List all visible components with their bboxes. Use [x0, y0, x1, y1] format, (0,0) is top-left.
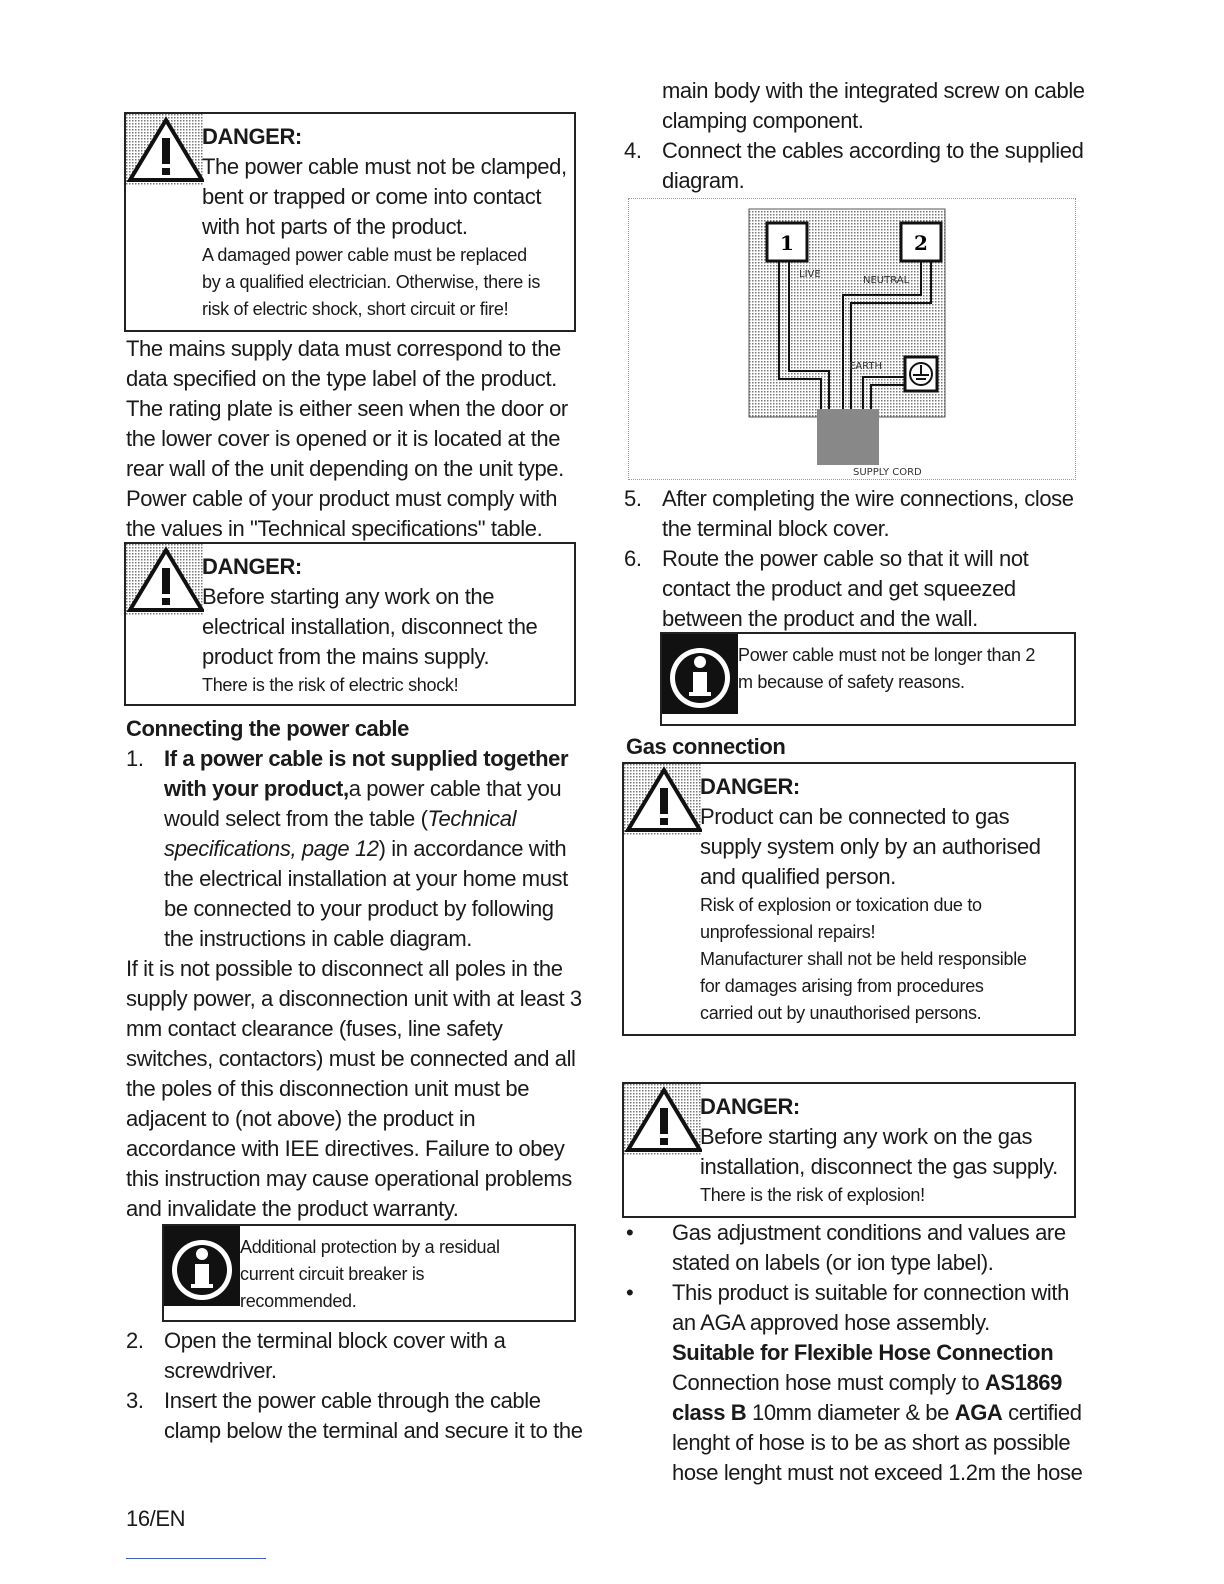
paragraph-line: switches, contactors) must be connected and all: [126, 1046, 576, 1071]
steps-2-3: [126, 1326, 588, 1446]
step-number: 3.: [126, 1388, 144, 1413]
paragraph-line: rear wall of the unit depending on the unit type.: [126, 456, 564, 481]
step-line: clamp below the terminal and secure it to the: [164, 1418, 583, 1443]
step-number: 2.: [126, 1328, 144, 1353]
paragraph-line: Power cable of your product must comply with: [126, 486, 558, 511]
danger-box-power-cable: [124, 112, 576, 332]
connecting-power-cable-section: [126, 714, 588, 1224]
gas-connection-heading: Gas connection: [626, 734, 786, 759]
supply-cord-block: [817, 409, 879, 465]
info-box-cable-length: [660, 632, 1076, 726]
danger-text-line: bent or trapped or come into contact: [202, 184, 542, 209]
warning-triangle-icon: [126, 114, 204, 186]
hose-line: [672, 1398, 1086, 1428]
step-line: [164, 804, 588, 834]
step-text: would select from the table (: [164, 806, 428, 831]
paragraph-line: supply power, a disconnection unit with at least 3: [126, 986, 582, 1011]
danger-text-line: The power cable must not be clamped,: [202, 154, 567, 179]
danger-box-gas-authorised: [622, 762, 1076, 1036]
danger-text-line: Product can be connected to gas: [700, 804, 1010, 829]
danger-small-line: There is the risk of explosion!: [700, 1185, 925, 1205]
gas-bullets: [624, 1218, 1086, 1488]
danger-small-line: carried out by unauthorised persons.: [700, 1003, 982, 1023]
paragraph-line: If it is not possible to disconnect all poles in the: [126, 956, 563, 981]
step-line: Route the power cable so that it will not: [662, 546, 1029, 571]
danger-small-line: unprofessional repairs!: [700, 922, 876, 942]
page-number: 16/EN: [126, 1506, 186, 1531]
step-item: [126, 744, 588, 954]
wiring-diagram: [628, 198, 1076, 480]
step-number: 5.: [624, 486, 642, 511]
info-line: current circuit breaker is: [240, 1264, 425, 1284]
hose-bold-text: AGA: [954, 1400, 1003, 1425]
bullet-item: [624, 1278, 1086, 1488]
danger-text-line: product from the mains supply.: [202, 644, 490, 669]
warning-triangle-icon: [624, 764, 702, 836]
hose-bold-text: class B: [672, 1400, 747, 1425]
step-line: the instructions in cable diagram.: [164, 926, 473, 951]
danger-text-line: electrical installation, disconnect the: [202, 614, 538, 639]
step-bold-text: with your product,: [164, 776, 349, 801]
step-italic-text: specifications, page 12: [164, 836, 379, 861]
bullet-item: [624, 1218, 1086, 1278]
danger-small-line: A damaged power cable must be replaced: [202, 245, 527, 265]
step-item: [126, 1326, 588, 1386]
step-bold-line: If a power cable is not supplied together: [164, 746, 569, 771]
step-line: [164, 834, 588, 864]
bullet-marker: •: [626, 1220, 634, 1245]
steps-5-6: [624, 484, 1086, 634]
danger-small-line: risk of electric shock, short circuit or fire!: [202, 299, 509, 319]
step-item: [126, 1386, 588, 1446]
info-line: Additional protection by a residual: [240, 1237, 500, 1257]
step-line: the electrical installation at your home must: [164, 866, 568, 891]
paragraph-line: the poles of this disconnection unit must be: [126, 1076, 530, 1101]
hose-text: certified: [1002, 1400, 1082, 1425]
step-line: diagram.: [662, 168, 745, 193]
live-label: LIVE: [799, 269, 821, 280]
danger-title: DANGER:: [202, 124, 302, 149]
step-line: [164, 774, 588, 804]
step-item: [624, 136, 1086, 196]
step-line: be connected to your product by following: [164, 896, 554, 921]
step-number: 1.: [126, 746, 144, 771]
section-heading: Connecting the power cable: [126, 716, 409, 741]
info-box-residual-breaker: [162, 1224, 576, 1322]
warning-triangle-icon: [624, 1084, 702, 1156]
mains-supply-paragraph: [126, 334, 588, 544]
step-line: Connect the cables according to the supplied: [662, 138, 1084, 163]
paragraph-line: adjacent to (not above) the product in: [126, 1106, 476, 1131]
hose-line: [672, 1368, 1086, 1398]
supply-cord-label: SUPPLY CORD: [853, 467, 922, 478]
danger-title: DANGER:: [700, 774, 800, 799]
danger-small-line: There is the risk of electric shock!: [202, 675, 459, 695]
danger-small-line: by a qualified electrician. Otherwise, there is: [202, 272, 541, 292]
danger-small-line: for damages arising from procedures: [700, 976, 984, 996]
step-text: ) in accordance with: [378, 836, 567, 861]
warning-triangle-icon: [126, 544, 204, 616]
footer-divider: [126, 1558, 266, 1559]
danger-small-line: Risk of explosion or toxication due to: [700, 895, 982, 915]
step-line: the terminal block cover.: [662, 516, 890, 541]
paragraph-line: data specified on the type label of the product.: [126, 366, 557, 391]
bullet-line: stated on labels (or ion type label).: [672, 1250, 994, 1275]
earth-label: EARTH: [849, 361, 883, 372]
step-line: screwdriver.: [164, 1358, 277, 1383]
step-line: main body with the integrated screw on cable: [662, 78, 1085, 103]
bullet-marker: •: [626, 1280, 634, 1305]
bullet-line: an AGA approved hose assembly.: [672, 1310, 990, 1335]
step-line: Open the terminal block cover with a: [164, 1328, 506, 1353]
hose-text: Connection hose must comply to: [672, 1370, 985, 1395]
neutral-label: NEUTRAL: [863, 275, 910, 286]
step-line: between the product and the wall.: [662, 606, 978, 631]
wiring-diagram-figure: [629, 199, 1075, 479]
info-icon: [662, 634, 738, 714]
danger-title: DANGER:: [700, 1094, 800, 1119]
hose-text: 10mm diameter & be: [746, 1400, 955, 1425]
paragraph-line: The mains supply data must correspond to the: [126, 336, 561, 361]
paragraph-line: the values in "Technical specifications" table.: [126, 516, 543, 541]
step-item: [624, 544, 1086, 634]
danger-text-line: supply system only by an authorised: [700, 834, 1041, 859]
step-line: contact the product and get squeezed: [662, 576, 1016, 601]
step-item: [624, 484, 1086, 544]
step-number: 4.: [624, 138, 642, 163]
step-italic-text: Technical: [427, 806, 517, 831]
disconnect-paragraph: [126, 954, 588, 1224]
info-line: recommended.: [240, 1291, 357, 1311]
steps-3-4-continued: [624, 76, 1086, 196]
hose-line: lenght of hose is to be as short as possible: [672, 1430, 1071, 1455]
hose-bold-text: AS1869: [984, 1370, 1062, 1395]
paragraph-line: this instruction may cause operational problems: [126, 1166, 572, 1191]
step-number: 6.: [624, 546, 642, 571]
danger-text-line: Before starting any work on the gas: [700, 1124, 1033, 1149]
danger-title: DANGER:: [202, 554, 302, 579]
paragraph-line: and invalidate the product warranty.: [126, 1196, 459, 1221]
terminal-2-label: 2: [914, 231, 928, 255]
danger-text-line: with hot parts of the product.: [202, 214, 468, 239]
danger-text-line: Before starting any work on the: [202, 584, 495, 609]
paragraph-line: accordance with IEE directives. Failure to obey: [126, 1136, 565, 1161]
danger-box-electrical-installation: [124, 542, 576, 706]
info-line: Power cable must not be longer than 2: [738, 645, 1036, 665]
bullet-line: Gas adjustment conditions and values are: [672, 1220, 1066, 1245]
paragraph-line: the lower cover is opened or it is located at the: [126, 426, 561, 451]
danger-text-line: and qualified person.: [700, 864, 896, 889]
info-line: m because of safety reasons.: [738, 672, 965, 692]
step-line: clamping component.: [662, 108, 864, 133]
danger-small-line: Manufacturer shall not be held responsible: [700, 949, 1027, 969]
danger-box-gas-installation: [622, 1082, 1076, 1218]
terminal-1-label: 1: [780, 231, 794, 255]
step-text: a power cable that you: [348, 776, 562, 801]
danger-text-line: installation, disconnect the gas supply.: [700, 1154, 1058, 1179]
hose-title: Suitable for Flexible Hose Connection: [672, 1340, 1054, 1365]
info-icon: [164, 1226, 240, 1306]
paragraph-line: The rating plate is either seen when the door or: [126, 396, 568, 421]
bullet-line: This product is suitable for connection with: [672, 1280, 1069, 1305]
paragraph-line: mm contact clearance (fuses, line safety: [126, 1016, 503, 1041]
step-line: Insert the power cable through the cable: [164, 1388, 541, 1413]
step-continued: [624, 76, 1086, 136]
step-line: After completing the wire connections, close: [662, 486, 1074, 511]
hose-line: hose lenght must not exceed 1.2m the hose: [672, 1460, 1083, 1485]
